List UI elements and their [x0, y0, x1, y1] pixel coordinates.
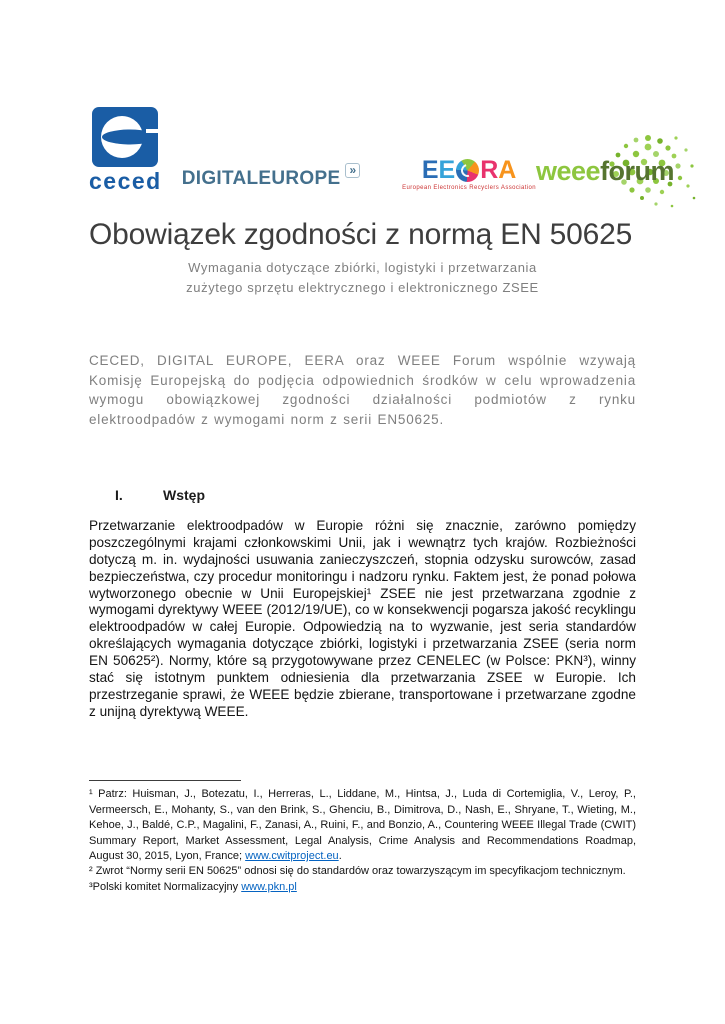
footnote-2-text: ² Zwrot “Normy serii EN 50625” odnosi się do standardów oraz towarzyszącym im specyfikacjom technicznym.: [89, 865, 626, 878]
digitaleurope-logo: [182, 163, 360, 190]
weeeforum-wordmark-weee: weee: [536, 156, 601, 186]
footnote-2: [89, 864, 636, 879]
footnote-1-suffix: .: [338, 849, 342, 862]
footnote-1-text: ¹ Patrz: Huisman, J., Botezatu, I., Herreras, L., Liddane, M., Hintsa, J., Luda di Cortemiglia, V., Leroy, P., Vermeersch, E., Mohanty, S., van den Brink, S., Ghenciu, B., Dimitrova, D., Nash, E., Shryane, T., Wieting, M., Kehoe, J., Baldé, C.P., Magalini, F., Zanasi, A., Ruini, F., and Bonzio, A., Countering WEEE Illegal Trade (CWIT) Summary Report, Market Assessment, Legal Analysis, Crime Analysis and Recommendations Roadmap, August 30, 2015, Lyon, France;: [89, 788, 636, 862]
logo-row: [89, 97, 675, 194]
ceced-wordmark: ceced: [89, 168, 162, 194]
eera-wordmark: [422, 158, 517, 183]
eera-tagline: European Electronics Recyclers Association: [402, 185, 536, 191]
section-heading-wstep: [89, 487, 636, 503]
eera-globe-icon: [456, 159, 479, 182]
eera-letter-e1: E: [421, 156, 439, 184]
digitaleurope-chevron-icon: »: [345, 163, 360, 178]
weeeforum-wordmark-forum: forum: [600, 156, 675, 186]
eera-logo: [402, 158, 536, 191]
subtitle-line2: zużytego sprzętu elektrycznego i elektronicznego ZSEE: [186, 279, 539, 295]
intro-paragraph: CECED, DIGITAL EUROPE, EERA oraz WEEE Forum wspólnie wzywają Komisję Europejską do podjęcia odpowiednich środków w celu wprowadzenia wymogu obowiązkowej zgodności działalności podmiotów z rynku elektroodpadów z wymogami norm z serii EN50625.: [89, 353, 636, 427]
section-number: I.: [115, 487, 123, 504]
weeeforum-logo: [536, 158, 674, 185]
body-paragraph: Przetwarzanie elektroodpadów w Europie różni się znacznie, zarówno pomiędzy poszczególnymi krajami członkowskimi Unii, jak i wewnątrz tych krajów. Rozbieżności dotyczą m. in. wydajności usuwania zanieczyszczeń, stopnia odzysku surowców, zasad bezpieczeństwa, czy procedur monitoringu i nadzoru rynku. Faktem jest, że ponad połowa wytworzonego obecnie w Unii Europejskiej¹ ZSEE nie jest przetwarzana zgodnie z wymogami dyrektywy WEEE (2012/19/UE), co w konsekwencji pogarsza jakość recyklingu elektroodpadów w całej Europie. Odpowiedzią na to wyzwanie, jest seria standardów określających wymagania dotyczące zbiórki, logistyki i przetwarzania ZSEE (seria norm EN 50625²). Normy, które są przygotowywane przez CENELEC (w Polsce: PKN³), winny stać się istotnym punktem odniesienia dla przetwarzania ZSEE w Europie. Ich przestrzeganie sprawi, że WEEE będzie zbierane, transportowane i przetwarzane zgodne z unijną dyrektywą WEEE.: [89, 518, 636, 719]
ceced-emblem-icon: [92, 107, 158, 167]
footnotes: [89, 787, 636, 895]
footnote-3: [89, 880, 636, 895]
footnote-1: [89, 787, 636, 864]
eera-letter-e2: E: [438, 156, 456, 184]
eera-letter-a: A: [498, 156, 517, 184]
footnote-3-link[interactable]: www.pkn.pl: [241, 880, 297, 893]
page-title: Obowiązek zgodności z normą EN 50625: [89, 218, 633, 251]
footnote-separator: [89, 780, 241, 781]
subtitle-line1: Wymagania dotyczące zbiórki, logistyki i przetwarzania: [188, 260, 537, 275]
eera-letter-r: R: [480, 156, 499, 184]
footnote-1-link[interactable]: www.cwitproject.eu: [245, 849, 339, 862]
ceced-logo: [89, 107, 162, 193]
page-subtitle: [89, 258, 636, 297]
footnote-3-text: ³Polski komitet Normalizacyjny: [89, 880, 242, 893]
section-title: Wstęp: [163, 487, 205, 504]
digitaleurope-wordmark: DIGITALEUROPE: [181, 168, 341, 189]
